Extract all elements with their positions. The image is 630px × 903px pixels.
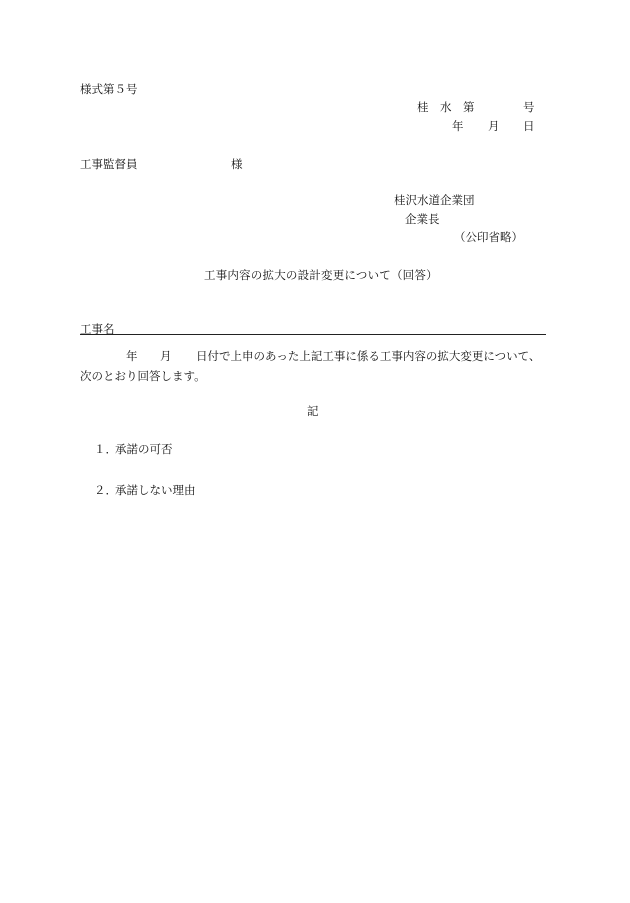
date-month: 月 [488, 119, 500, 133]
body-month: 月 [160, 349, 172, 363]
date-day: 日 [523, 119, 535, 133]
doc-number-suffix: 号 [523, 100, 535, 114]
date-year: 年 [452, 119, 464, 133]
subject-underline [80, 334, 546, 335]
addressee-honorific: 様 [231, 157, 243, 171]
doc-number-prefix: 桂 水 第 [417, 100, 475, 114]
item-2-number: ２． [94, 483, 117, 497]
body-line2-text: 次のとおり回答します。 [80, 369, 206, 383]
body-year: 年 [126, 349, 138, 363]
sender-org: 桂沢水道企業団 [394, 193, 475, 207]
item-2-text: 承諾しない理由 [115, 483, 196, 497]
item-1-text: 承諾の可否 [115, 442, 173, 456]
sender-position: 企業長 [405, 212, 440, 226]
addressee-title: 工事監督員 [80, 157, 138, 171]
body-line1-text: 日付で上申のあった上記工事に係る工事内容の拡大変更について、 [196, 349, 541, 363]
item-1-number: １． [94, 442, 117, 456]
subject-label: 工事名 [80, 322, 115, 336]
form-number: 様式第５号 [80, 82, 138, 96]
seal-note: （公印省略） [454, 230, 523, 244]
ki-heading: 記 [307, 404, 319, 418]
document-title: 工事内容の拡大の設計変更について（回答） [204, 268, 438, 282]
